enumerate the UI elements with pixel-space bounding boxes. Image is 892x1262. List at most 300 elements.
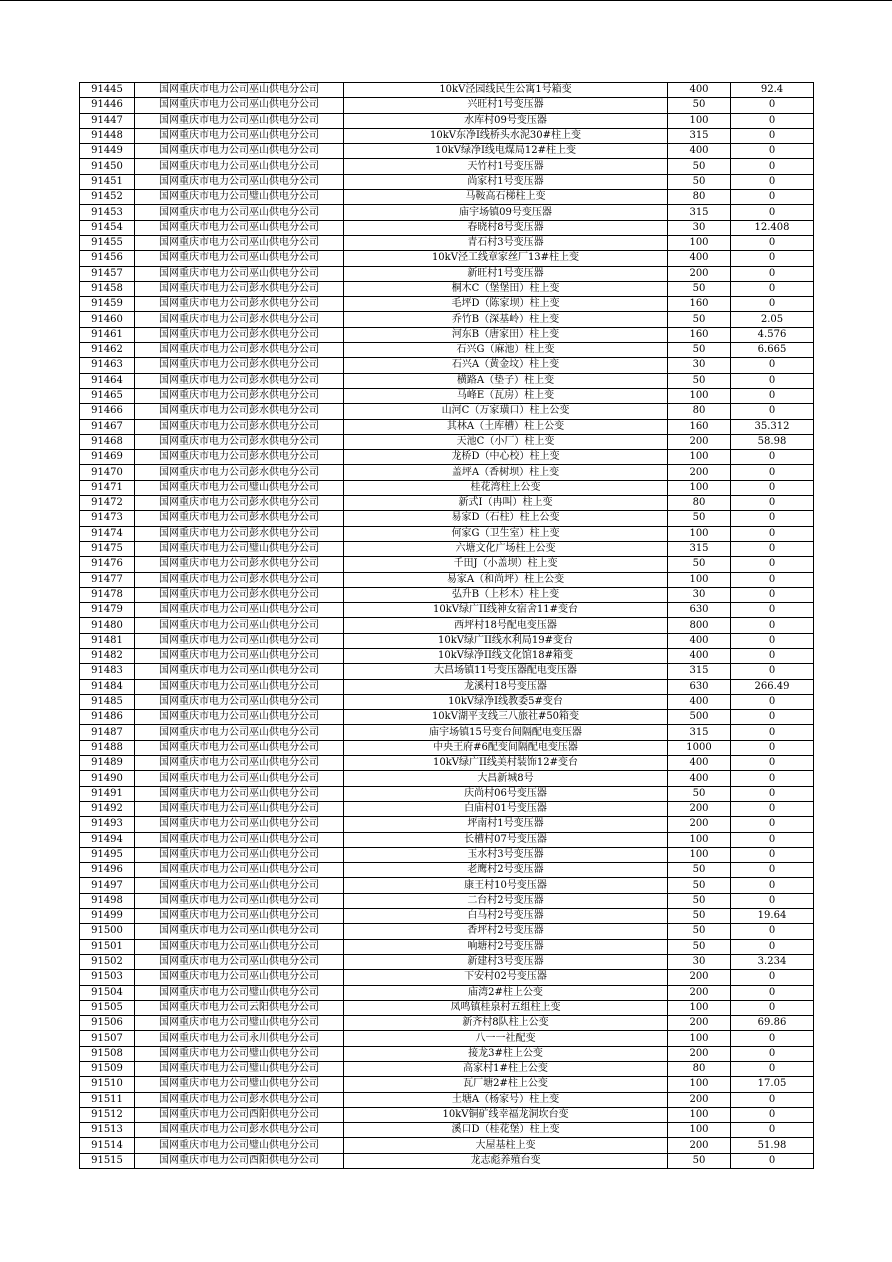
transformer-name-cell: 10kV泾园线民生公寓1号箱变 [344, 83, 668, 98]
capacity-cell: 100 [668, 450, 731, 465]
table-row [80, 480, 814, 495]
table-row [80, 1153, 814, 1168]
transformer-name-cell: 瓦厂塘2#柱上公变 [344, 1077, 668, 1092]
capacity-cell: 315 [668, 205, 731, 220]
table-row [80, 679, 814, 694]
company-cell: 国网重庆市电力公司巫山供电分公司 [135, 878, 344, 893]
value-cell: 0 [731, 863, 814, 878]
row-id-cell: 91466 [80, 404, 135, 419]
row-id-cell: 91445 [80, 83, 135, 98]
transformer-name-cell: 坪南村1号变压器 [344, 817, 668, 832]
transformer-name-cell: 河东B（唐家田）柱上变 [344, 327, 668, 342]
row-id-cell: 91503 [80, 970, 135, 985]
capacity-cell: 400 [668, 771, 731, 786]
row-id-cell: 91470 [80, 465, 135, 480]
company-cell: 国网重庆市电力公司彭水供电分公司 [135, 434, 344, 449]
row-id-cell: 91452 [80, 190, 135, 205]
table-row [80, 694, 814, 709]
table-row [80, 725, 814, 740]
transformer-name-cell: 西坪村18号配电变压器 [344, 618, 668, 633]
table-row [80, 190, 814, 205]
transformer-name-cell: 凤鸣镇桂泉村五组柱上变 [344, 1000, 668, 1015]
row-id-cell: 91448 [80, 128, 135, 143]
value-cell: 0 [731, 1062, 814, 1077]
value-cell: 0 [731, 174, 814, 189]
capacity-cell: 50 [668, 924, 731, 939]
row-id-cell: 91467 [80, 419, 135, 434]
value-cell: 69.86 [731, 1016, 814, 1031]
company-cell: 国网重庆市电力公司彭水供电分公司 [135, 526, 344, 541]
capacity-cell: 30 [668, 220, 731, 235]
capacity-cell: 400 [668, 648, 731, 663]
capacity-cell: 315 [668, 664, 731, 679]
value-cell: 35.312 [731, 419, 814, 434]
value-cell: 0 [731, 159, 814, 174]
value-cell: 266.49 [731, 679, 814, 694]
company-cell: 国网重庆市电力公司巫山供电分公司 [135, 205, 344, 220]
table-row [80, 144, 814, 159]
company-cell: 国网重庆市电力公司璧山供电分公司 [135, 1046, 344, 1061]
table-row [80, 1016, 814, 1031]
capacity-cell: 315 [668, 128, 731, 143]
company-cell: 国网重庆市电力公司巫山供电分公司 [135, 756, 344, 771]
company-cell: 国网重庆市电力公司彭水供电分公司 [135, 1123, 344, 1138]
table-row [80, 1138, 814, 1153]
row-id-cell: 91471 [80, 480, 135, 495]
value-cell: 12.408 [731, 220, 814, 235]
capacity-cell: 315 [668, 725, 731, 740]
value-cell: 0 [731, 190, 814, 205]
company-cell: 国网重庆市电力公司永川供电分公司 [135, 1031, 344, 1046]
capacity-cell: 50 [668, 939, 731, 954]
capacity-cell: 50 [668, 373, 731, 388]
row-id-cell: 91465 [80, 388, 135, 403]
table-row [80, 710, 814, 725]
data-table [79, 82, 814, 1169]
capacity-cell: 100 [668, 832, 731, 847]
capacity-cell: 50 [668, 511, 731, 526]
company-cell: 国网重庆市电力公司璧山供电分公司 [135, 190, 344, 205]
row-id-cell: 91464 [80, 373, 135, 388]
row-id-cell: 91461 [80, 327, 135, 342]
capacity-cell: 100 [668, 847, 731, 862]
table-row [80, 1107, 814, 1122]
table-row [80, 1123, 814, 1138]
row-id-cell: 91469 [80, 450, 135, 465]
table-body [80, 83, 814, 1169]
value-cell: 0 [731, 924, 814, 939]
company-cell: 国网重庆市电力公司彭水供电分公司 [135, 404, 344, 419]
capacity-cell: 50 [668, 557, 731, 572]
table-row [80, 541, 814, 556]
company-cell: 国网重庆市电力公司彭水供电分公司 [135, 511, 344, 526]
value-cell: 0 [731, 893, 814, 908]
value-cell: 0 [731, 511, 814, 526]
transformer-name-cell: 二台村2号变压器 [344, 893, 668, 908]
table-row [80, 297, 814, 312]
capacity-cell: 500 [668, 710, 731, 725]
table-row [80, 1046, 814, 1061]
row-id-cell: 91514 [80, 1138, 135, 1153]
row-id-cell: 91507 [80, 1031, 135, 1046]
row-id-cell: 91447 [80, 113, 135, 128]
row-id-cell: 91513 [80, 1123, 135, 1138]
table-row [80, 740, 814, 755]
row-id-cell: 91488 [80, 740, 135, 755]
company-cell: 国网重庆市电力公司巫山供电分公司 [135, 725, 344, 740]
capacity-cell: 200 [668, 817, 731, 832]
value-cell: 0 [731, 235, 814, 250]
capacity-cell: 100 [668, 480, 731, 495]
company-cell: 国网重庆市电力公司巫山供电分公司 [135, 847, 344, 862]
table-row [80, 220, 814, 235]
table-row [80, 587, 814, 602]
transformer-name-cell: 六塘文化广场柱上公变 [344, 541, 668, 556]
table-row [80, 251, 814, 266]
company-cell: 国网重庆市电力公司巫山供电分公司 [135, 113, 344, 128]
row-id-cell: 91473 [80, 511, 135, 526]
capacity-cell: 30 [668, 587, 731, 602]
capacity-cell: 200 [668, 266, 731, 281]
row-id-cell: 91494 [80, 832, 135, 847]
company-cell: 国网重庆市电力公司巫山供电分公司 [135, 266, 344, 281]
value-cell: 0 [731, 618, 814, 633]
capacity-cell: 400 [668, 83, 731, 98]
table-row [80, 603, 814, 618]
capacity-cell: 100 [668, 235, 731, 250]
table-row [80, 312, 814, 327]
table-row [80, 434, 814, 449]
table-row [80, 159, 814, 174]
value-cell: 0 [731, 1092, 814, 1107]
row-id-cell: 91446 [80, 98, 135, 113]
value-cell: 17.05 [731, 1077, 814, 1092]
row-id-cell: 91508 [80, 1046, 135, 1061]
company-cell: 国网重庆市电力公司巫山供电分公司 [135, 251, 344, 266]
transformer-name-cell: 青石村3号变压器 [344, 235, 668, 250]
table-row [80, 985, 814, 1000]
company-cell: 国网重庆市电力公司璧山供电分公司 [135, 541, 344, 556]
transformer-name-cell: 水库村09号变压器 [344, 113, 668, 128]
company-cell: 国网重庆市电力公司璧山供电分公司 [135, 985, 344, 1000]
table-row [80, 557, 814, 572]
row-id-cell: 91451 [80, 174, 135, 189]
transformer-name-cell: 其林A（土库槽）柱上公变 [344, 419, 668, 434]
value-cell: 0 [731, 970, 814, 985]
row-id-cell: 91491 [80, 786, 135, 801]
transformer-name-cell: 高家村1#柱上公变 [344, 1062, 668, 1077]
capacity-cell: 100 [668, 1123, 731, 1138]
company-cell: 国网重庆市电力公司巫山供电分公司 [135, 954, 344, 969]
capacity-cell: 100 [668, 1031, 731, 1046]
row-id-cell: 91505 [80, 1000, 135, 1015]
transformer-name-cell: 尚家村1号变压器 [344, 174, 668, 189]
transformer-name-cell: 龙溪村18号变压器 [344, 679, 668, 694]
capacity-cell: 80 [668, 190, 731, 205]
value-cell: 0 [731, 373, 814, 388]
capacity-cell: 160 [668, 297, 731, 312]
transformer-name-cell: 石兴A（黄金坟）柱上变 [344, 358, 668, 373]
transformer-name-cell: 天竹村1号变压器 [344, 159, 668, 174]
value-cell: 0 [731, 756, 814, 771]
transformer-name-cell: 10kV铜矿线幸福龙洞坎台变 [344, 1107, 668, 1122]
transformer-name-cell: 新齐村8队柱上公变 [344, 1016, 668, 1031]
value-cell: 0 [731, 98, 814, 113]
value-cell: 0 [731, 771, 814, 786]
table-row [80, 572, 814, 587]
row-id-cell: 91468 [80, 434, 135, 449]
capacity-cell: 400 [668, 756, 731, 771]
transformer-name-cell: 庆尚村06号变压器 [344, 786, 668, 801]
value-cell: 0 [731, 1000, 814, 1015]
table-row [80, 786, 814, 801]
value-cell: 0 [731, 740, 814, 755]
table-row [80, 174, 814, 189]
row-id-cell: 91490 [80, 771, 135, 786]
capacity-cell: 50 [668, 343, 731, 358]
capacity-cell: 800 [668, 618, 731, 633]
transformer-name-cell: 庙湾2#柱上公变 [344, 985, 668, 1000]
transformer-name-cell: 千田J（小盖坝）柱上变 [344, 557, 668, 572]
transformer-name-cell: 八一一社配变 [344, 1031, 668, 1046]
company-cell: 国网重庆市电力公司云阳供电分公司 [135, 1000, 344, 1015]
table-row [80, 98, 814, 113]
value-cell: 6.665 [731, 343, 814, 358]
value-cell: 0 [731, 358, 814, 373]
table-row [80, 633, 814, 648]
table-row [80, 266, 814, 281]
transformer-name-cell: 10kV泾工线章家丝厂13#柱上变 [344, 251, 668, 266]
table-row [80, 939, 814, 954]
row-id-cell: 91509 [80, 1062, 135, 1077]
table-row [80, 343, 814, 358]
table-row [80, 847, 814, 862]
value-cell: 0 [731, 832, 814, 847]
capacity-cell: 200 [668, 1046, 731, 1061]
table-row [80, 1077, 814, 1092]
row-id-cell: 91479 [80, 603, 135, 618]
transformer-name-cell: 玉水村3号变压器 [344, 847, 668, 862]
value-cell: 0 [731, 450, 814, 465]
table-row [80, 664, 814, 679]
table-row [80, 1092, 814, 1107]
transformer-name-cell: 马峰E（瓦房）柱上变 [344, 388, 668, 403]
table-row [80, 970, 814, 985]
row-id-cell: 91489 [80, 756, 135, 771]
capacity-cell: 50 [668, 98, 731, 113]
transformer-name-cell: 溪口D（桂花堡）柱上变 [344, 1123, 668, 1138]
company-cell: 国网重庆市电力公司彭水供电分公司 [135, 312, 344, 327]
capacity-cell: 1000 [668, 740, 731, 755]
table-row [80, 373, 814, 388]
capacity-cell: 100 [668, 526, 731, 541]
capacity-cell: 200 [668, 465, 731, 480]
value-cell: 58.98 [731, 434, 814, 449]
capacity-cell: 400 [668, 251, 731, 266]
table-row [80, 235, 814, 250]
table-row [80, 801, 814, 816]
transformer-name-cell: 响塘村2号变压器 [344, 939, 668, 954]
page-top-rule [0, 0, 892, 1]
company-cell: 国网重庆市电力公司巫山供电分公司 [135, 970, 344, 985]
capacity-cell: 200 [668, 1092, 731, 1107]
transformer-name-cell: 10kV绿净II线文化馆18#箱变 [344, 648, 668, 663]
table-row [80, 526, 814, 541]
value-cell: 0 [731, 404, 814, 419]
table-row [80, 1062, 814, 1077]
row-id-cell: 91477 [80, 572, 135, 587]
transformer-name-cell: 桂花湾柱上公变 [344, 480, 668, 495]
transformer-name-cell: 兴旺村1号变压器 [344, 98, 668, 113]
capacity-cell: 100 [668, 1107, 731, 1122]
table-row [80, 128, 814, 143]
company-cell: 国网重庆市电力公司巫山供电分公司 [135, 909, 344, 924]
value-cell: 3.234 [731, 954, 814, 969]
row-id-cell: 91459 [80, 297, 135, 312]
transformer-name-cell: 天池C（小厂）柱上变 [344, 434, 668, 449]
capacity-cell: 160 [668, 419, 731, 434]
row-id-cell: 91485 [80, 694, 135, 709]
company-cell: 国网重庆市电力公司璧山供电分公司 [135, 1138, 344, 1153]
capacity-cell: 80 [668, 404, 731, 419]
row-id-cell: 91463 [80, 358, 135, 373]
row-id-cell: 91457 [80, 266, 135, 281]
transformer-name-cell: 中央王府#6配变间隔配电变压器 [344, 740, 668, 755]
company-cell: 国网重庆市电力公司巫山供电分公司 [135, 694, 344, 709]
table-row [80, 771, 814, 786]
table-row [80, 618, 814, 633]
row-id-cell: 91498 [80, 893, 135, 908]
transformer-name-cell: 乔竹B（深基岭）柱上变 [344, 312, 668, 327]
capacity-cell: 80 [668, 496, 731, 511]
table-row [80, 419, 814, 434]
company-cell: 国网重庆市电力公司巫山供电分公司 [135, 664, 344, 679]
value-cell: 0 [731, 664, 814, 679]
capacity-cell: 200 [668, 434, 731, 449]
company-cell: 国网重庆市电力公司彭水供电分公司 [135, 572, 344, 587]
company-cell: 国网重庆市电力公司巫山供电分公司 [135, 832, 344, 847]
value-cell: 0 [731, 985, 814, 1000]
table-row [80, 924, 814, 939]
capacity-cell: 100 [668, 1000, 731, 1015]
transformer-name-cell: 春晓村8号变压器 [344, 220, 668, 235]
value-cell: 0 [731, 251, 814, 266]
value-cell: 0 [731, 480, 814, 495]
row-id-cell: 91453 [80, 205, 135, 220]
row-id-cell: 91455 [80, 235, 135, 250]
value-cell: 0 [731, 710, 814, 725]
company-cell: 国网重庆市电力公司巫山供电分公司 [135, 740, 344, 755]
company-cell: 国网重庆市电力公司巫山供电分公司 [135, 174, 344, 189]
row-id-cell: 91478 [80, 587, 135, 602]
company-cell: 国网重庆市电力公司彭水供电分公司 [135, 419, 344, 434]
company-cell: 国网重庆市电力公司巫山供电分公司 [135, 771, 344, 786]
capacity-cell: 100 [668, 388, 731, 403]
row-id-cell: 91480 [80, 618, 135, 633]
row-id-cell: 91481 [80, 633, 135, 648]
table-row [80, 358, 814, 373]
value-cell: 51.98 [731, 1138, 814, 1153]
company-cell: 国网重庆市电力公司巫山供电分公司 [135, 786, 344, 801]
row-id-cell: 91497 [80, 878, 135, 893]
row-id-cell: 91486 [80, 710, 135, 725]
row-id-cell: 91500 [80, 924, 135, 939]
table-row [80, 281, 814, 296]
row-id-cell: 91492 [80, 801, 135, 816]
transformer-name-cell: 新式I（冉叫）柱上变 [344, 496, 668, 511]
value-cell: 0 [731, 648, 814, 663]
table-row [80, 893, 814, 908]
capacity-cell: 100 [668, 1077, 731, 1092]
row-id-cell: 91504 [80, 985, 135, 1000]
capacity-cell: 100 [668, 113, 731, 128]
transformer-name-cell: 香坪村2号变压器 [344, 924, 668, 939]
transformer-name-cell: 弘升B（上杉木）柱上变 [344, 587, 668, 602]
company-cell: 国网重庆市电力公司巫山供电分公司 [135, 893, 344, 908]
value-cell: 0 [731, 786, 814, 801]
company-cell: 国网重庆市电力公司璧山供电分公司 [135, 480, 344, 495]
company-cell: 国网重庆市电力公司巫山供电分公司 [135, 159, 344, 174]
capacity-cell: 50 [668, 878, 731, 893]
value-cell: 0 [731, 297, 814, 312]
company-cell: 国网重庆市电力公司巫山供电分公司 [135, 235, 344, 250]
value-cell: 0 [731, 725, 814, 740]
table-row [80, 496, 814, 511]
transformer-name-cell: 山河C（万家璜口）柱上公变 [344, 404, 668, 419]
company-cell: 国网重庆市电力公司彭水供电分公司 [135, 587, 344, 602]
row-id-cell: 91506 [80, 1016, 135, 1031]
value-cell: 0 [731, 939, 814, 954]
row-id-cell: 91483 [80, 664, 135, 679]
transformer-name-cell: 石兴G（麻池）柱上变 [344, 343, 668, 358]
company-cell: 国网重庆市电力公司巫山供电分公司 [135, 618, 344, 633]
capacity-cell: 630 [668, 603, 731, 618]
row-id-cell: 91495 [80, 847, 135, 862]
row-id-cell: 91510 [80, 1077, 135, 1092]
value-cell: 92.4 [731, 83, 814, 98]
value-cell: 0 [731, 113, 814, 128]
company-cell: 国网重庆市电力公司巫山供电分公司 [135, 679, 344, 694]
table-row [80, 756, 814, 771]
table-row [80, 878, 814, 893]
company-cell: 国网重庆市电力公司璧山供电分公司 [135, 1016, 344, 1031]
value-cell: 0 [731, 1123, 814, 1138]
row-id-cell: 91472 [80, 496, 135, 511]
company-cell: 国网重庆市电力公司巫山供电分公司 [135, 603, 344, 618]
transformer-name-cell: 10kV绿净I线教委5#变台 [344, 694, 668, 709]
company-cell: 国网重庆市电力公司巫山供电分公司 [135, 633, 344, 648]
transformer-name-cell: 大昌新城8号 [344, 771, 668, 786]
company-cell: 国网重庆市电力公司彭水供电分公司 [135, 373, 344, 388]
row-id-cell: 91456 [80, 251, 135, 266]
value-cell: 0 [731, 465, 814, 480]
value-cell: 0 [731, 1153, 814, 1168]
company-cell: 国网重庆市电力公司巫山供电分公司 [135, 220, 344, 235]
row-id-cell: 91499 [80, 909, 135, 924]
capacity-cell: 200 [668, 801, 731, 816]
company-cell: 国网重庆市电力公司璧山供电分公司 [135, 1062, 344, 1077]
company-cell: 国网重庆市电力公司巫山供电分公司 [135, 710, 344, 725]
transformer-name-cell: 10kV绿净I线电煤局12#柱上变 [344, 144, 668, 159]
transformer-name-cell: 10kV绿广II线水利局19#变台 [344, 633, 668, 648]
value-cell: 0 [731, 144, 814, 159]
row-id-cell: 91482 [80, 648, 135, 663]
table-row [80, 954, 814, 969]
company-cell: 国网重庆市电力公司彭水供电分公司 [135, 297, 344, 312]
company-cell: 国网重庆市电力公司彭水供电分公司 [135, 327, 344, 342]
company-cell: 国网重庆市电力公司巫山供电分公司 [135, 83, 344, 98]
row-id-cell: 91484 [80, 679, 135, 694]
